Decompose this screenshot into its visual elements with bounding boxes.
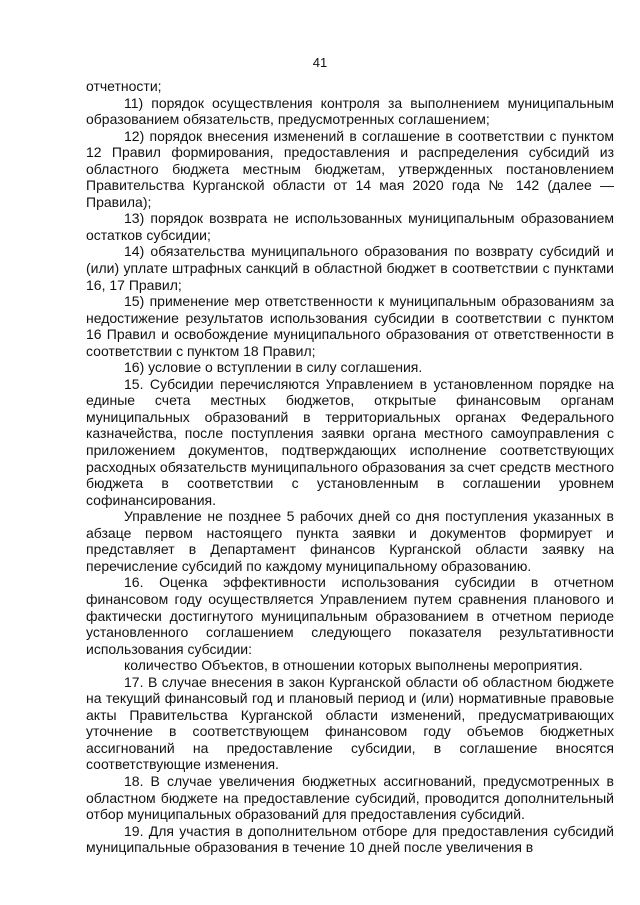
paragraph: 14) обязательства муниципального образования по возврату субсидий и (или) уплате штрафных санкций в областной бюджет в соответствии с пунктами 16, 17 Правил; (86, 243, 614, 293)
paragraph: 11) порядок осуществления контроля за выполнением муниципальным образованием обязательств, предусмотренных соглашением; (86, 94, 614, 128)
paragraph: Управление не позднее 5 рабочих дней со дня поступления указанных в абзаце первом настоящего пункта заявки и документов формирует и представляет в Департамент финансов Курганской области заявку на перечисление субсидий по каждому муниципальному образованию. (86, 508, 614, 574)
paragraph: 15. Субсидии перечисляются Управлением в установленном порядке на единые счета местных бюджетов, открытые финансовым органам муниципальных образований в территориальных органах Федерального казначейства, после поступления заявки органа местного самоуправления с приложением документов, подтверждающих исполнение соответствующих расходных обязательств муниципального образования за счет средств местного бюджета в соответствии с установленным в соглашении уровнем софинансирования. (86, 375, 614, 508)
paragraph: количество Объектов, в отношении которых выполнены мероприятия. (124, 657, 583, 674)
page-number: 41 (312, 55, 328, 70)
paragraph: отчетности; (86, 78, 162, 94)
paragraph: 18. В случае увеличения бюджетных ассигнований, предусмотренных в областном бюджете на предоставление субсидий, проводится дополнительный отбор муниципальных образований для предоставления субсидий. (86, 772, 614, 823)
paragraph: 13) порядок возврата не использованных муниципальным образованием остатков субсидии; (86, 210, 614, 243)
paragraph: 19. Для участия в дополнительном отборе для предоставления субсидий муниципальные образования в течение 10 дней после увеличения в (86, 822, 614, 856)
paragraph: 16) условие о вступлении в силу соглашения. (124, 359, 423, 376)
paragraph: 12) порядок внесения изменений в соглашение в соответствии с пунктом 12 Правил формирования, предоставления и распределения субсидий из областного бюджета местным бюджетам, утвержденных постановлением Правительства Курганской области от 14 мая 2020 года № 142 (далее — Правила); (86, 127, 614, 210)
paragraph: 17. В случае внесения в закон Курганской области об областном бюджете на текущий финансовый год и плановый период и (или) нормативные правовые акты Правительства Курганской области изменений, предусматривающих уточнение в соответствующем финансовом году объемов бюджетных ассигнований на предоставление субсидии, в соглашение вносятся соответствующие изменения. (86, 673, 614, 773)
document-body (86, 78, 614, 856)
paragraph: 16. Оценка эффективности использования субсидии в отчетном финансовом году осуществляется Управлением путем сравнения планового и фактически достигнутого муниципальным образованием в отчетном периоде установленного соглашением следующего показателя результативности использования субсидии: (86, 574, 614, 657)
paragraph: 15) применение мер ответственности к муниципальным образованиям за недостижение результатов использования субсидии в соответствии с пунктом 16 Правил и освобождение муниципального образования от ответственности в соответствии с пунктом 18 Правил; (86, 293, 614, 359)
